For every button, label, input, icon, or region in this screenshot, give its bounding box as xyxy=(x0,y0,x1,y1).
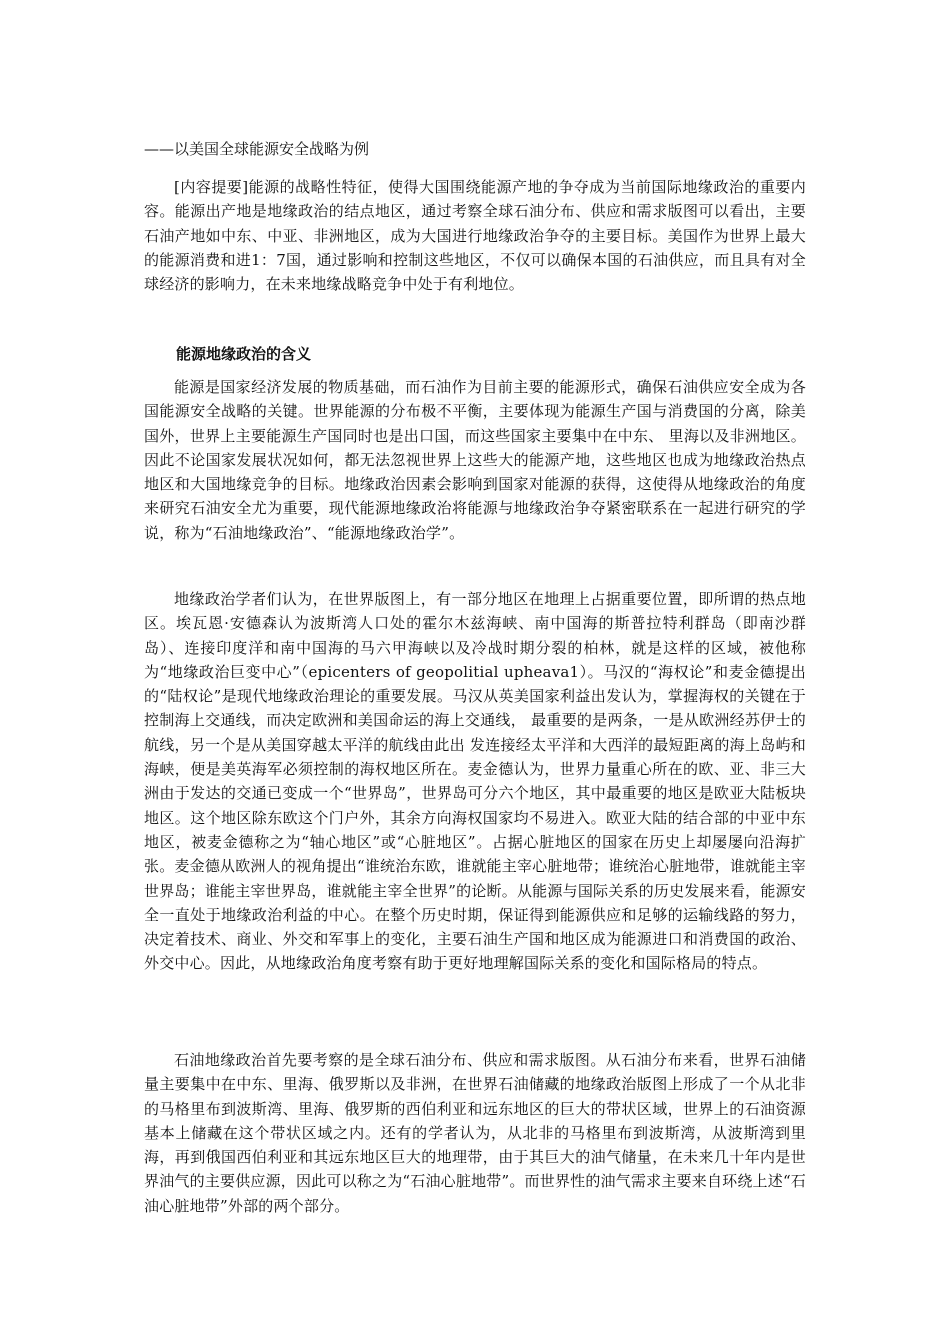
body-paragraph: 石油地缘政治首先要考察的是全球石油分布、供应和需求版图。从石油分布来看，世界石油储量主要集中在中东、里海、俄罗斯以及非洲，在世界石油储藏的地缘政治版图上形成了一个从北非的马格里布到波斯湾、里海、俄罗斯的西伯利亚和远东地区的巨大的带状区域，世界上的石油资源基本上储藏在这个带状区域之内。还有的学者认为，从北非的马格里布到波斯湾，从波斯湾到里海，再到俄国西伯利亚和其远东地区巨大的地理带，由于其巨大的油气储量，在未来几十年内是世界油气的主要供应源，因此可以称之为“石油心脏地带”。而世界性的油气需求主要来自环绕上述“石油心脏地带”外部的两个部分。 xyxy=(144,1051,807,1215)
body-paragraph: 能源是国家经济发展的物质基础，而石油作为目前主要的能源形式，确保石油供应安全成为各国能源安全战略的关键。世界能源的分布极不平衡，主要体现为能源生产国与消费国的分离，除美国外，世界上主要能源生产国同时也是出口国，而这些国家主要集中在中东、 里海以及非洲地区。因此不论国家发展状况如何，都无法忽视世界上这些大的能源产地，这些地区也成为地缘政治热点地区和大国地缘竞争的目标。地缘政治因素会影响到国家对能源的获得，这使得从地缘政治的角度来研究石油安全尤为重要，现代能源地缘政治将能源与地缘政治争夺紧密联系在一起进行研究的学说，称为“石油地缘政治”、“能源地缘政治学”。 xyxy=(144,378,806,542)
body-paragraph: 地缘政治学者们认为，在世界版图上，有一部分地区在地理上占据重要位置，即所谓的热点地区。埃瓦恩·安德森认为波斯湾人口处的霍尔木兹海峡、南中国海的斯普拉特利群岛（即南沙群岛）、连接印度洋和南中国海的马六甲海峡以及冷战时期分裂的柏林，就是这样的区域，被他称为“地缘政治巨变中心”（epicenters of geopolitial upheava1）。马汉的“海权论”和麦金德提出的“陆权论”是现代地缘政治理论的重要发展。马汉从英美国家利益出发认为，掌握海权的关键在于控制海上交通线，而决定欧洲和美国命运的海上交通线， 最重要的是两条，一是从欧洲经苏伊士的航线，另一个是从美国穿越太平洋的航线由此出 发连接经太平洋和大西洋的最短距离的海上岛屿和海峡，便是美英海军必须控制的海权地区所在。麦金德认为，世界力量重心所在的欧、亚、非三大洲由于发达的交通已变成一个“世界岛”，世界岛可分六个地区，其中最重要的地区是欧亚大陆板块地区。这个地区除东欧这个门户外，其余方向海权国家均不易进入。欧亚大陆的结合部的中亚中东地区，被麦金德称之为“轴心地区”或“心脏地区”。占据心脏地区的国家在历史上却屡屡向沿海扩张。麦金德从欧洲人的视角提出“谁统治东欧，谁就能主宰心脏地带；谁统治心脏地带，谁就能主宰世界岛；谁能主宰世界岛，谁就能主宰全世界”的论断。从能源与国际关系的历史发展来看，能源安全一直处于地缘政治利益的中心。在整个历史时期，保证得到能源供应和足够的运输线路的努力，决定着技术、商业、外交和军事上的变化，主要石油生产国和地区成为能源进口和消费国的政治、外交中心。因此，从地缘政治角度考察有助于更好地理解国际关系的变化和国际格局的特点。 xyxy=(144,590,806,973)
section-heading: 能源地缘政治的含义 xyxy=(176,345,312,363)
abstract-paragraph: [内容提要]能源的战略性特征，使得大国围绕能源产地的争夺成为当前国际地缘政治的重要内容。能源出产地是地缘政治的结点地区，通过考察全球石油分布、供应和需求版图可以看出，主要石油产地如中东、中亚、非洲地区，成为大国进行地缘政治争夺的主要目标。美国作为世界上最大的能源消费和进1：7国，通过影响和控制这些地区，不仅可以确保本国的石油供应，而且具有对全球经济的影响力，在未来地缘战略竞争中处于有利地位。 xyxy=(144,178,806,294)
document-subtitle: ——以美国全球能源安全战略为例 xyxy=(144,140,370,158)
